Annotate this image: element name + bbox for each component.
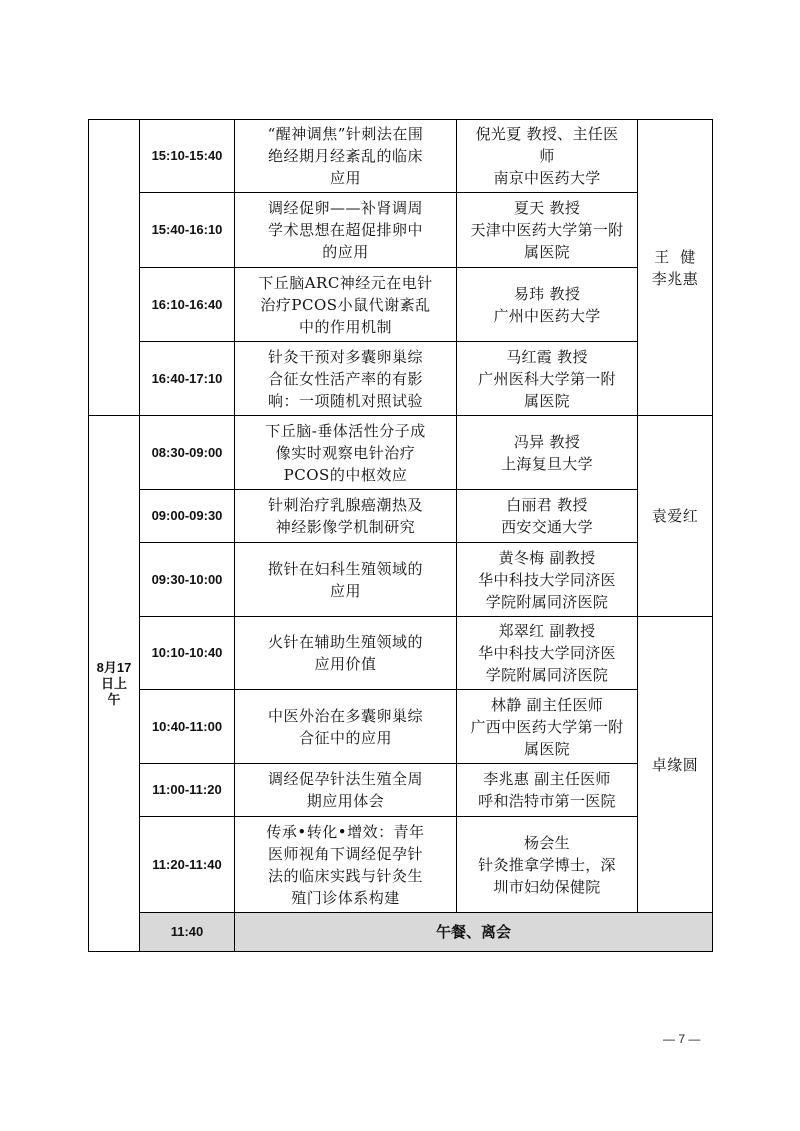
table-row <box>89 193 713 268</box>
session-host: 卓缘圆 <box>638 617 713 913</box>
session-time: 11:00-11:20 <box>140 764 235 817</box>
session-time: 15:10-15:40 <box>140 120 235 193</box>
session-topic: 下丘脑ARC神经元在电针 治疗PCOS小鼠代谢紊乱 中的作用机制 <box>235 268 457 342</box>
session-time: 16:10-16:40 <box>140 268 235 342</box>
session-topic: 针灸干预对多囊卵巢综 合征女性活产率的有影 响：一项随机对照试验 <box>235 342 457 416</box>
schedule-table <box>88 119 713 952</box>
table-row <box>89 490 713 543</box>
table-row <box>89 543 713 617</box>
table-row <box>89 416 713 490</box>
session-time: 10:40-11:00 <box>140 690 235 764</box>
page-number: — 7 — <box>663 1032 701 1046</box>
session-speaker: 倪光夏 教授、主任医 师 南京中医药大学 <box>457 120 638 193</box>
session-speaker: 李兆惠 副主任医师 呼和浩特市第一医院 <box>457 764 638 817</box>
session-topic: 火针在辅助生殖领域的 应用价值 <box>235 617 457 690</box>
session-time: 09:00-09:30 <box>140 490 235 543</box>
session-speaker: 夏天 教授 天津中医药大学第一附 属医院 <box>457 193 638 268</box>
table-row <box>89 817 713 913</box>
session-time: 08:30-09:00 <box>140 416 235 490</box>
session-speaker: 白丽君 教授 西安交通大学 <box>457 490 638 543</box>
table-row <box>89 617 713 690</box>
table-row <box>89 268 713 342</box>
session-topic: 中医外治在多囊卵巢综 合征中的应用 <box>235 690 457 764</box>
table-row <box>89 764 713 817</box>
lunch-time: 11:40 <box>140 913 235 952</box>
session-topic: 针刺治疗乳腺癌潮热及 神经影像学机制研究 <box>235 490 457 543</box>
session-topic: 调经促孕针法生殖全周 期应用体会 <box>235 764 457 817</box>
session-topic: 调经促卵——补肾调周 学术思想在超促排卵中 的应用 <box>235 193 457 268</box>
session-time: 16:40-17:10 <box>140 342 235 416</box>
lunch-label: 午餐、离会 <box>235 913 713 952</box>
session-speaker: 杨会生 针灸推拿学博士，深 圳市妇幼保健院 <box>457 817 638 913</box>
table-row <box>89 690 713 764</box>
day-cell-continued <box>89 120 140 416</box>
session-time: 09:30-10:00 <box>140 543 235 617</box>
table-row <box>89 120 713 193</box>
session-topic: 传承•转化•增效：青年 医师视角下调经促孕针 法的临床实践与针灸生 殖门诊体系构建 <box>235 817 457 913</box>
session-time: 11:20-11:40 <box>140 817 235 913</box>
session-time: 15:40-16:10 <box>140 193 235 268</box>
session-speaker: 易玮 教授 广州中医药大学 <box>457 268 638 342</box>
session-host: 袁爱红 <box>638 416 713 617</box>
table-row <box>89 342 713 416</box>
session-speaker: 郑翠红 副教授 华中科技大学同济医 学院附属同济医院 <box>457 617 638 690</box>
session-time: 10:10-10:40 <box>140 617 235 690</box>
session-host: 王 健 李兆惠 <box>638 120 713 416</box>
table-row-lunch <box>89 913 713 952</box>
session-topic: 揿针在妇科生殖领域的 应用 <box>235 543 457 617</box>
session-speaker: 冯异 教授 上海复旦大学 <box>457 416 638 490</box>
session-speaker: 林静 副主任医师 广西中医药大学第一附 属医院 <box>457 690 638 764</box>
session-speaker: 黄冬梅 副教授 华中科技大学同济医 学院附属同济医院 <box>457 543 638 617</box>
session-topic: 下丘脑-垂体活性分子成 像实时观察电针治疗 PCOS的中枢效应 <box>235 416 457 490</box>
session-speaker: 马红霞 教授 广州医科大学第一附 属医院 <box>457 342 638 416</box>
day-label: 8月17 日上 午 <box>89 416 140 952</box>
session-topic: “醒神调焦”针刺法在围 绝经期月经紊乱的临床 应用 <box>235 120 457 193</box>
